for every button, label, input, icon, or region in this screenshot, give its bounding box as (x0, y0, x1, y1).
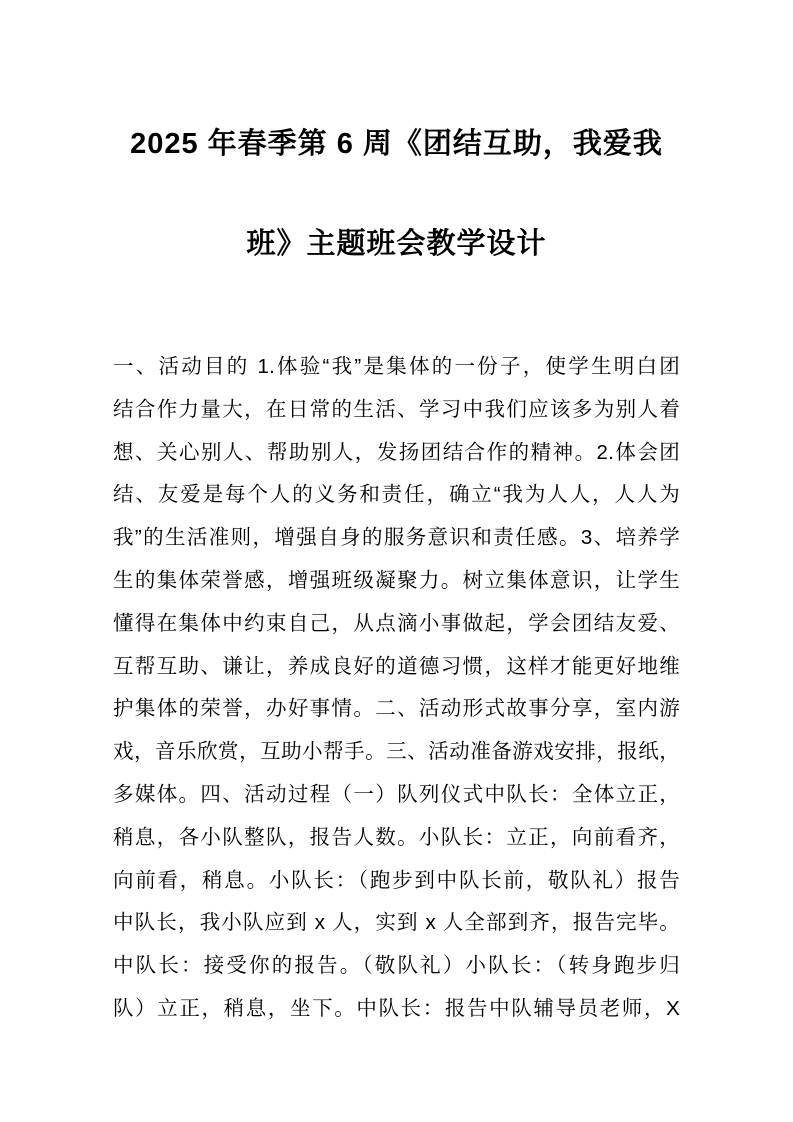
paragraph-line: 想、关心别人、帮助别人，发扬团结合作的精神。2.体会团 (113, 440, 680, 464)
paragraph-line: 稍息，各小队整队，报告人数。小队长：立正，向前看齐， (113, 825, 680, 849)
paragraph-line: 互帮互助、谦让，养成良好的道德习惯，这样才能更好地维 (113, 654, 680, 678)
paragraph-line: 中队长：接受你的报告。（敬队礼）小队长：（转身跑步归 (113, 954, 680, 978)
document-body-paragraph (113, 346, 680, 1031)
paragraph-line: 多媒体。四、活动过程（一）队列仪式中队长：全体立正， (113, 782, 680, 806)
paragraph-line: 懂得在集体中约束自己，从点滴小事做起，学会团结友爱、 (113, 611, 680, 635)
paragraph-line: 生的集体荣誉感，增强班级凝聚力。树立集体意识，让学生 (113, 568, 680, 592)
paragraph-line: 戏，音乐欣赏，互助小帮手。三、活动准备游戏安排，报纸， (113, 740, 680, 764)
paragraph-line: 向前看，稍息。小队长：（跑步到中队长前，敬队礼）报告 (113, 868, 680, 892)
paragraph-line: 队）立正，稍息，坐下。中队长：报告中队辅导员老师，X (113, 996, 680, 1020)
document-title (113, 94, 680, 294)
paragraph-line: 结合作力量大，在日常的生活、学习中我们应该多为别人着 (113, 397, 680, 421)
title-line-2: 班》主题班会教学设计 (246, 228, 547, 260)
paragraph-line: 中队长，我小队应到 x 人，实到 x 人全部到齐，报告完毕。 (113, 911, 680, 935)
paragraph-line: 一、活动目的 1.体验“我”是集体的一份子，使学生明白团 (113, 355, 680, 378)
paragraph-line: 结、友爱是每个人的义务和责任，确立“我为人人，人人为 (113, 483, 680, 507)
title-line-1: 2025 年春季第 6 周《团结互助，我爱我 (130, 128, 663, 160)
paragraph-line: 我”的生活准则，增强自身的服务意识和责任感。3、培养学 (113, 526, 680, 550)
paragraph-line: 护集体的荣誉，办好事情。二、活动形式故事分享，室内游 (113, 697, 680, 721)
